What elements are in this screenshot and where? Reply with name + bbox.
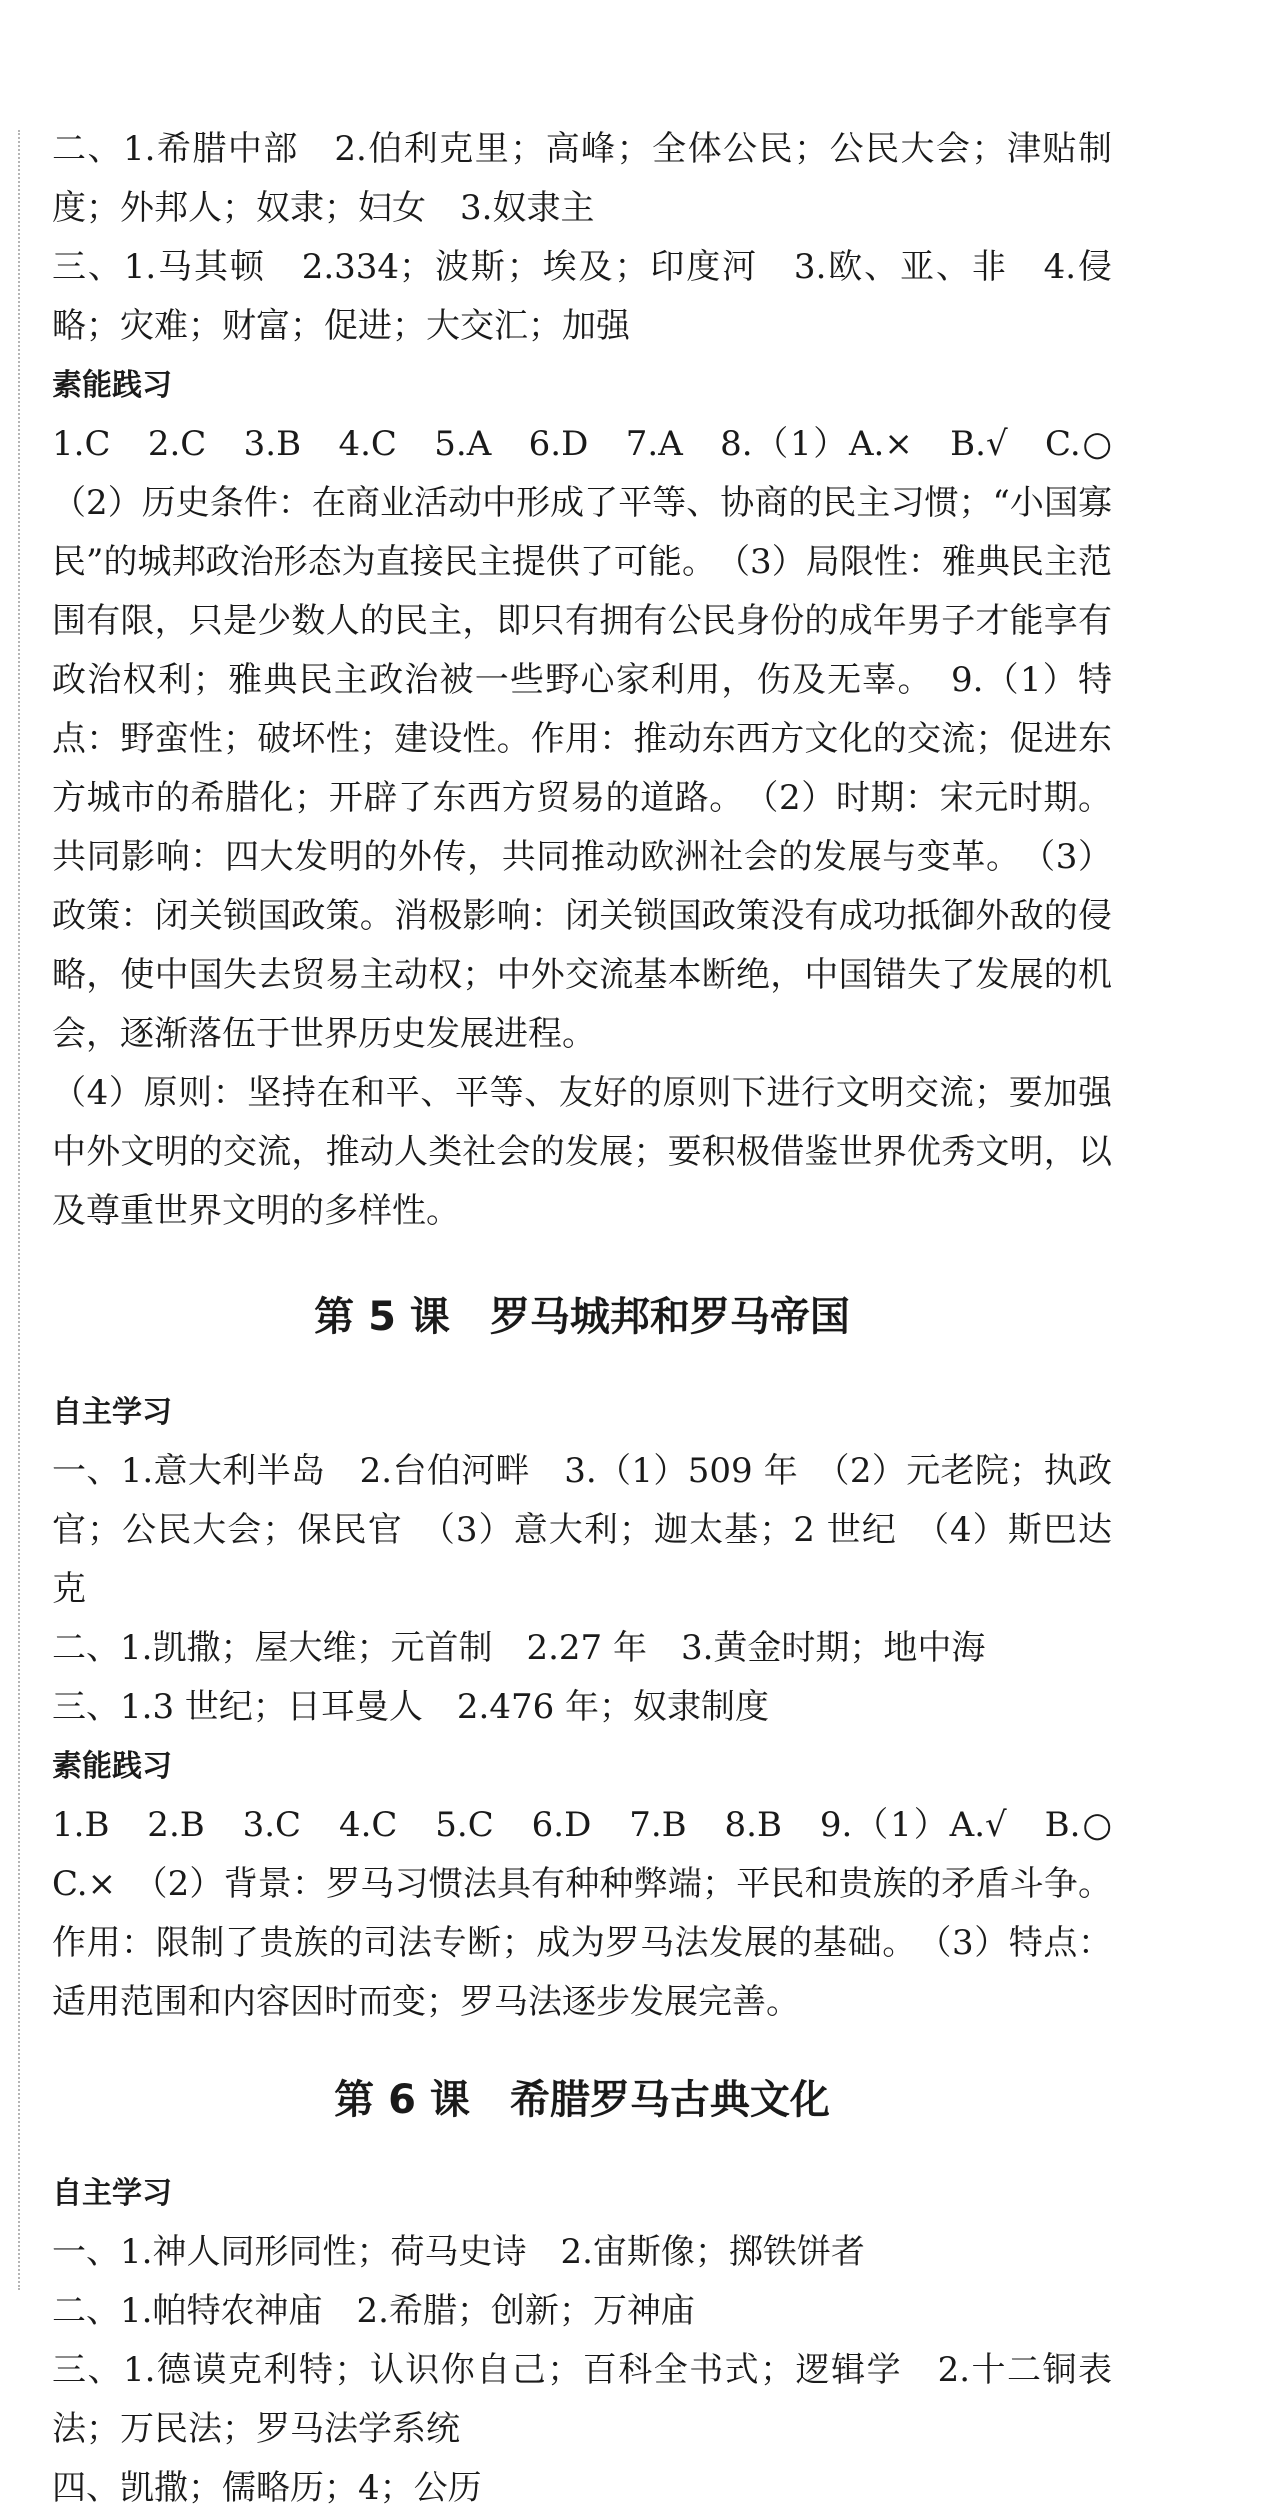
- practice-answers: 1.B 2.B 3.C 4.C 5.C 6.D 7.B 8.B 9.（1）A.√ B.○ C.× （2）背景：罗马习惯法具有种种弊端；平民和贵族的矛盾斗争。作用：限制了贵族的司法专断；成为罗马法发展的基础。 （3）特点：适用范围和内容因时而变；罗马法逐步发展完善。: [52, 1805, 1146, 2022]
- margin-dotted-line: [18, 130, 20, 2290]
- answer-page: [52, 120, 1146, 2518]
- lesson-6-title: 第 6 课 希腊罗马古典文化: [334, 2077, 830, 2123]
- section-lesson6: [52, 2164, 1112, 2518]
- section-lesson4-continued: [52, 120, 1146, 1241]
- answer-part-4: 四、凯撒；儒略历；4；公历: [52, 2468, 482, 2508]
- answer-part-2: 二、1.凯撒；屋大维；元首制 2.27 年 3.黄金时期；地中海: [52, 1628, 986, 1668]
- section-lesson5: [52, 1383, 1146, 2032]
- subheading-practice: 素能践习: [52, 368, 172, 403]
- answer-part-1: 一、1.意大利半岛 2.台伯河畔 3.（1）509 年 （2）元老院；执政官；公民大会；保民官 （3）意大利；迦太基；2 世纪 （4）斯巴达克: [52, 1451, 1112, 1609]
- lesson-5-title: 第 5 课 罗马城邦和罗马帝国: [314, 1294, 850, 1340]
- subheading-self-study: 自主学习: [52, 2176, 172, 2211]
- subheading-practice: 素能践习: [52, 1749, 172, 1784]
- answer-part-3: 三、1.3 世纪；日耳曼人 2.476 年；奴隶制度: [52, 1687, 770, 1727]
- practice-answers: 1.C 2.C 3.B 4.C 5.A 6.D 7.A 8.（1）A.× B.√ C.○ （2）历史条件：在商业活动中形成了平等、协商的民主习惯；“小国寡民”的城邦政治形态为直接民主提供了可能。 （3）局限性：雅典民主范围有限，只是少数人的民主，即只有拥有公民身份的成年男子才能享有政治权利；雅典民主政治被一些野心家利用，伤及无辜。 9.（1）特点：野蛮性；破坏性；建设性。作用：推动东西方文化的交流；促进东方城市的希腊化；开辟了东西方贸易的道路。 （2）时期：宋元时期。共同影响：四大发明的外传，共同推动欧洲社会的发展与变革。 （3）政策：闭关锁国政策。消极影响：闭关锁国政策没有成功抵御外敌的侵略，使中国失去贸易主动权；中外交流基本断绝，中国错失了发展的机会，逐渐落伍于世界历史发展进程。: [52, 424, 1146, 1054]
- answer-part-3: 三、1.德谟克利特；认识你自己；百科全书式；逻辑学 2.十二铜表法；万民法；罗马法学系统: [52, 2350, 1112, 2449]
- answer-part-1: 一、1.神人同形同性；荷马史诗 2.宙斯像；掷铁饼者: [52, 2232, 865, 2272]
- subheading-self-study: 自主学习: [52, 1395, 172, 1430]
- answer-part-2: 二、1.希腊中部 2.伯利克里；高峰；全体公民；公民大会；津贴制度；外邦人；奴隶；妇女 3.奴隶主: [52, 129, 1112, 228]
- answer-part-2: 二、1.帕特农神庙 2.希腊；创新；万神庙: [52, 2291, 695, 2331]
- answer-part-3: 三、1.马其顿 2.334；波斯；埃及；印度河 3.欧、亚、非 4.侵略；灾难；财富；促进；大交汇；加强: [52, 247, 1112, 346]
- practice-answers-part-4: （4）原则：坚持在和平、平等、友好的原则下进行文明交流；要加强中外文明的交流，推动人类社会的发展；要积极借鉴世界优秀文明，以及尊重世界文明的多样性。: [52, 1073, 1112, 1231]
